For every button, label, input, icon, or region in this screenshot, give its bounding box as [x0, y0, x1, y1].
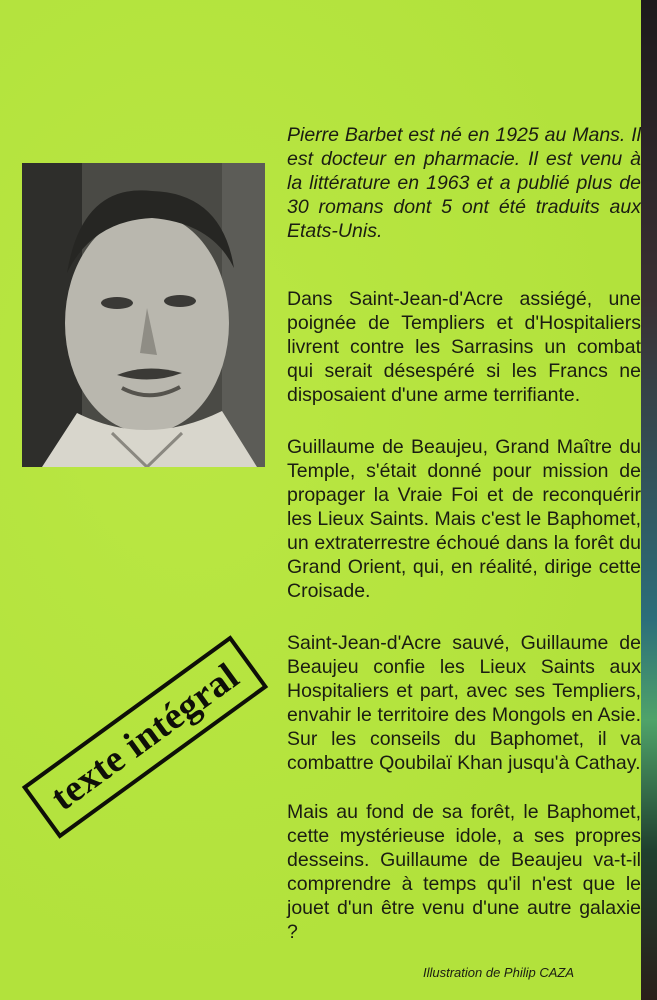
texte-integral-stamp: [22, 635, 268, 838]
stamp-label: texte intégral: [43, 655, 247, 819]
synopsis-paragraph-2: Guillaume de Beaujeu, Grand Maître du Temple, s'était donné pour mission de propager la Vraie Foi et de reconquérir les Lieux Saints. Mais c'est le Baphomet, un extraterrestre échoué dans la forêt du Grand Orient, qui, en réalité, dirige cette Croisade.: [287, 436, 641, 602]
illustration-credit: Illustration de Philip CAZA: [423, 965, 575, 980]
author-photo: [22, 163, 265, 467]
front-cover-edge: [641, 0, 657, 1000]
synopsis-paragraph-1: Dans Saint-Jean-d'Acre assiégé, une poignée de Templiers et d'Hospitaliers livrent contre les Sarrasins un combat qui serait désespéré si les Francs ne disposaient d'une arme terrifiante.: [287, 288, 641, 406]
author-bio: Pierre Barbet est né en 1925 au Mans. Il est docteur en pharmacie. Il est venu à la littérature en 1963 et a publié plus de 30 romans dont 5 ont été traduits aux Etats-Unis.: [287, 124, 641, 242]
synopsis-paragraph-4: Mais au fond de sa forêt, le Baphomet, cette mystérieuse idole, a ses propres desseins. Guillaume de Beaujeu va-t-il comprendre à temps qu'il n'est que le jouet d'un être venu d'une autre galaxie ?: [287, 801, 641, 943]
synopsis-paragraph-3: Saint-Jean-d'Acre sauvé, Guillaume de Beaujeu confie les Lieux Saints aux Hospitaliers et part, avec ses Templiers, envahir le territoire des Mongols en Asie. Sur les conseils du Baphomet, il va combattre Qoubilaï Khan jusqu'à Cathay.: [287, 632, 641, 774]
